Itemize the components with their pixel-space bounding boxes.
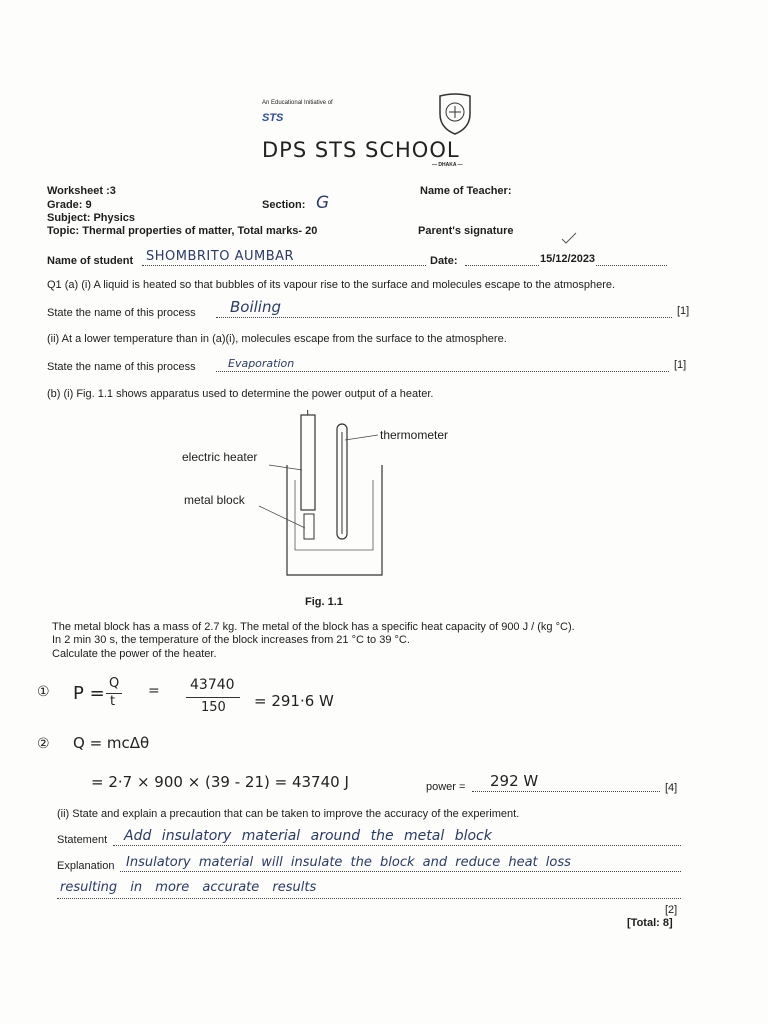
label-electric-heater: electric heater — [182, 450, 258, 464]
statement-label: Statement — [57, 834, 108, 846]
statement-answer: Add insulatory material around the metal block — [124, 828, 492, 844]
step1-num-bot: 150 — [201, 700, 226, 715]
power-answer-line — [472, 791, 660, 792]
explanation-answer1: Insulatory material will insulate the block and reduce heat loss — [126, 855, 571, 870]
grade: Grade: 9 — [47, 199, 92, 211]
school-name: DPS STS SCHOOL — [262, 138, 460, 162]
q1b-intro: (b) (i) Fig. 1.1 shows apparatus used to determine the power output of a heater. — [47, 388, 434, 400]
step1-frac-top: Q — [109, 676, 120, 691]
step2-number: ② — [37, 736, 50, 752]
student-name-line — [142, 265, 426, 266]
explanation-label: Explanation — [57, 860, 115, 872]
q1a-ii-marks: [1] — [674, 359, 687, 371]
school-city: — DHAKA — — [432, 162, 463, 168]
q1b-ii-marks: [2] — [665, 904, 678, 916]
heater-cable — [308, 410, 314, 415]
step1-number: ① — [37, 684, 50, 700]
student-name-value: SHOMBRITO AUMBAR — [146, 249, 295, 264]
section-value: G — [316, 193, 330, 213]
explanation-line2 — [57, 898, 681, 899]
q1a-i-marks: [1] — [677, 305, 690, 317]
date-label: Date: — [430, 255, 458, 267]
step2-calc: = 2·7 × 900 × (39 - 21) = 43740 J — [91, 773, 349, 791]
step1-frac-bot: t — [110, 694, 116, 709]
sts-logo-icon: STS — [262, 112, 284, 124]
step1-result: = 291·6 W — [254, 692, 334, 710]
school-header — [250, 92, 510, 167]
step1-eq: = — [148, 683, 160, 699]
q1a-i-prompt: State the name of this process — [47, 307, 196, 319]
figure-caption: Fig. 1.1 — [305, 596, 343, 608]
worksheet-number: Worksheet :3 — [47, 185, 116, 197]
date-value: 15/12/2023 — [540, 253, 596, 265]
q1a-i-text: Q1 (a) (i) A liquid is heated so that bubbles of its vapour rise to the surface and molecules escape to the atmosphere. — [47, 279, 616, 291]
student-label: Name of student — [47, 255, 134, 267]
topic: Topic: Thermal properties of matter, Total marks- 20 — [47, 225, 318, 237]
checkmark-icon — [561, 232, 577, 244]
statement-line — [113, 845, 681, 846]
explanation-answer2: resulting in more accurate results — [60, 880, 317, 895]
q1b-data-line3: Calculate the power of the heater. — [52, 648, 217, 660]
heater-element — [304, 514, 314, 539]
subject: Subject: Physics — [47, 212, 136, 224]
step1-lhs: P = — [73, 683, 105, 704]
q1a-ii-prompt: State the name of this process — [47, 361, 196, 373]
label-metal-block: metal block — [184, 493, 245, 507]
step1-num-bar — [186, 697, 240, 698]
q1b-data-line1: The metal block has a mass of 2.7 kg. The metal of the block has a specific heat capacity of 900 J / (kg °C). — [52, 621, 575, 633]
initiative-text: An Educational Initiative of — [262, 100, 333, 106]
step1-num-top: 43740 — [190, 677, 235, 693]
teacher-label: Name of Teacher: — [420, 185, 512, 197]
q1a-i-answer: Boiling — [230, 298, 281, 316]
step2-formula: Q = mcΔθ — [73, 734, 150, 752]
explanation-line1 — [120, 871, 681, 872]
power-label: power = — [426, 781, 466, 793]
power-answer: 292 W — [490, 772, 539, 790]
q1b-data-line2: In 2 min 30 s, the temperature of the block increases from 21 °C to 39 °C. — [52, 634, 410, 646]
q1a-ii-text: (ii) At a lower temperature than in (a)(i), molecules escape from the surface to the atmosphere. — [47, 333, 507, 345]
q1a-ii-answer-line — [216, 371, 669, 372]
section-label: Section: — [262, 199, 306, 211]
power-marks: [4] — [665, 782, 678, 794]
heater-body — [301, 415, 315, 510]
parent-signature-label: Parent's signature — [418, 225, 514, 237]
q1a-i-answer-line — [216, 317, 672, 318]
q1b-ii-text: (ii) State and explain a precaution that can be taken to improve the accuracy of the experiment. — [57, 808, 520, 820]
school-crest-icon — [435, 92, 475, 136]
total-marks: [Total: 8] — [627, 917, 673, 929]
q1a-ii-answer: Evaporation — [228, 357, 295, 370]
label-thermometer: thermometer — [380, 428, 449, 442]
